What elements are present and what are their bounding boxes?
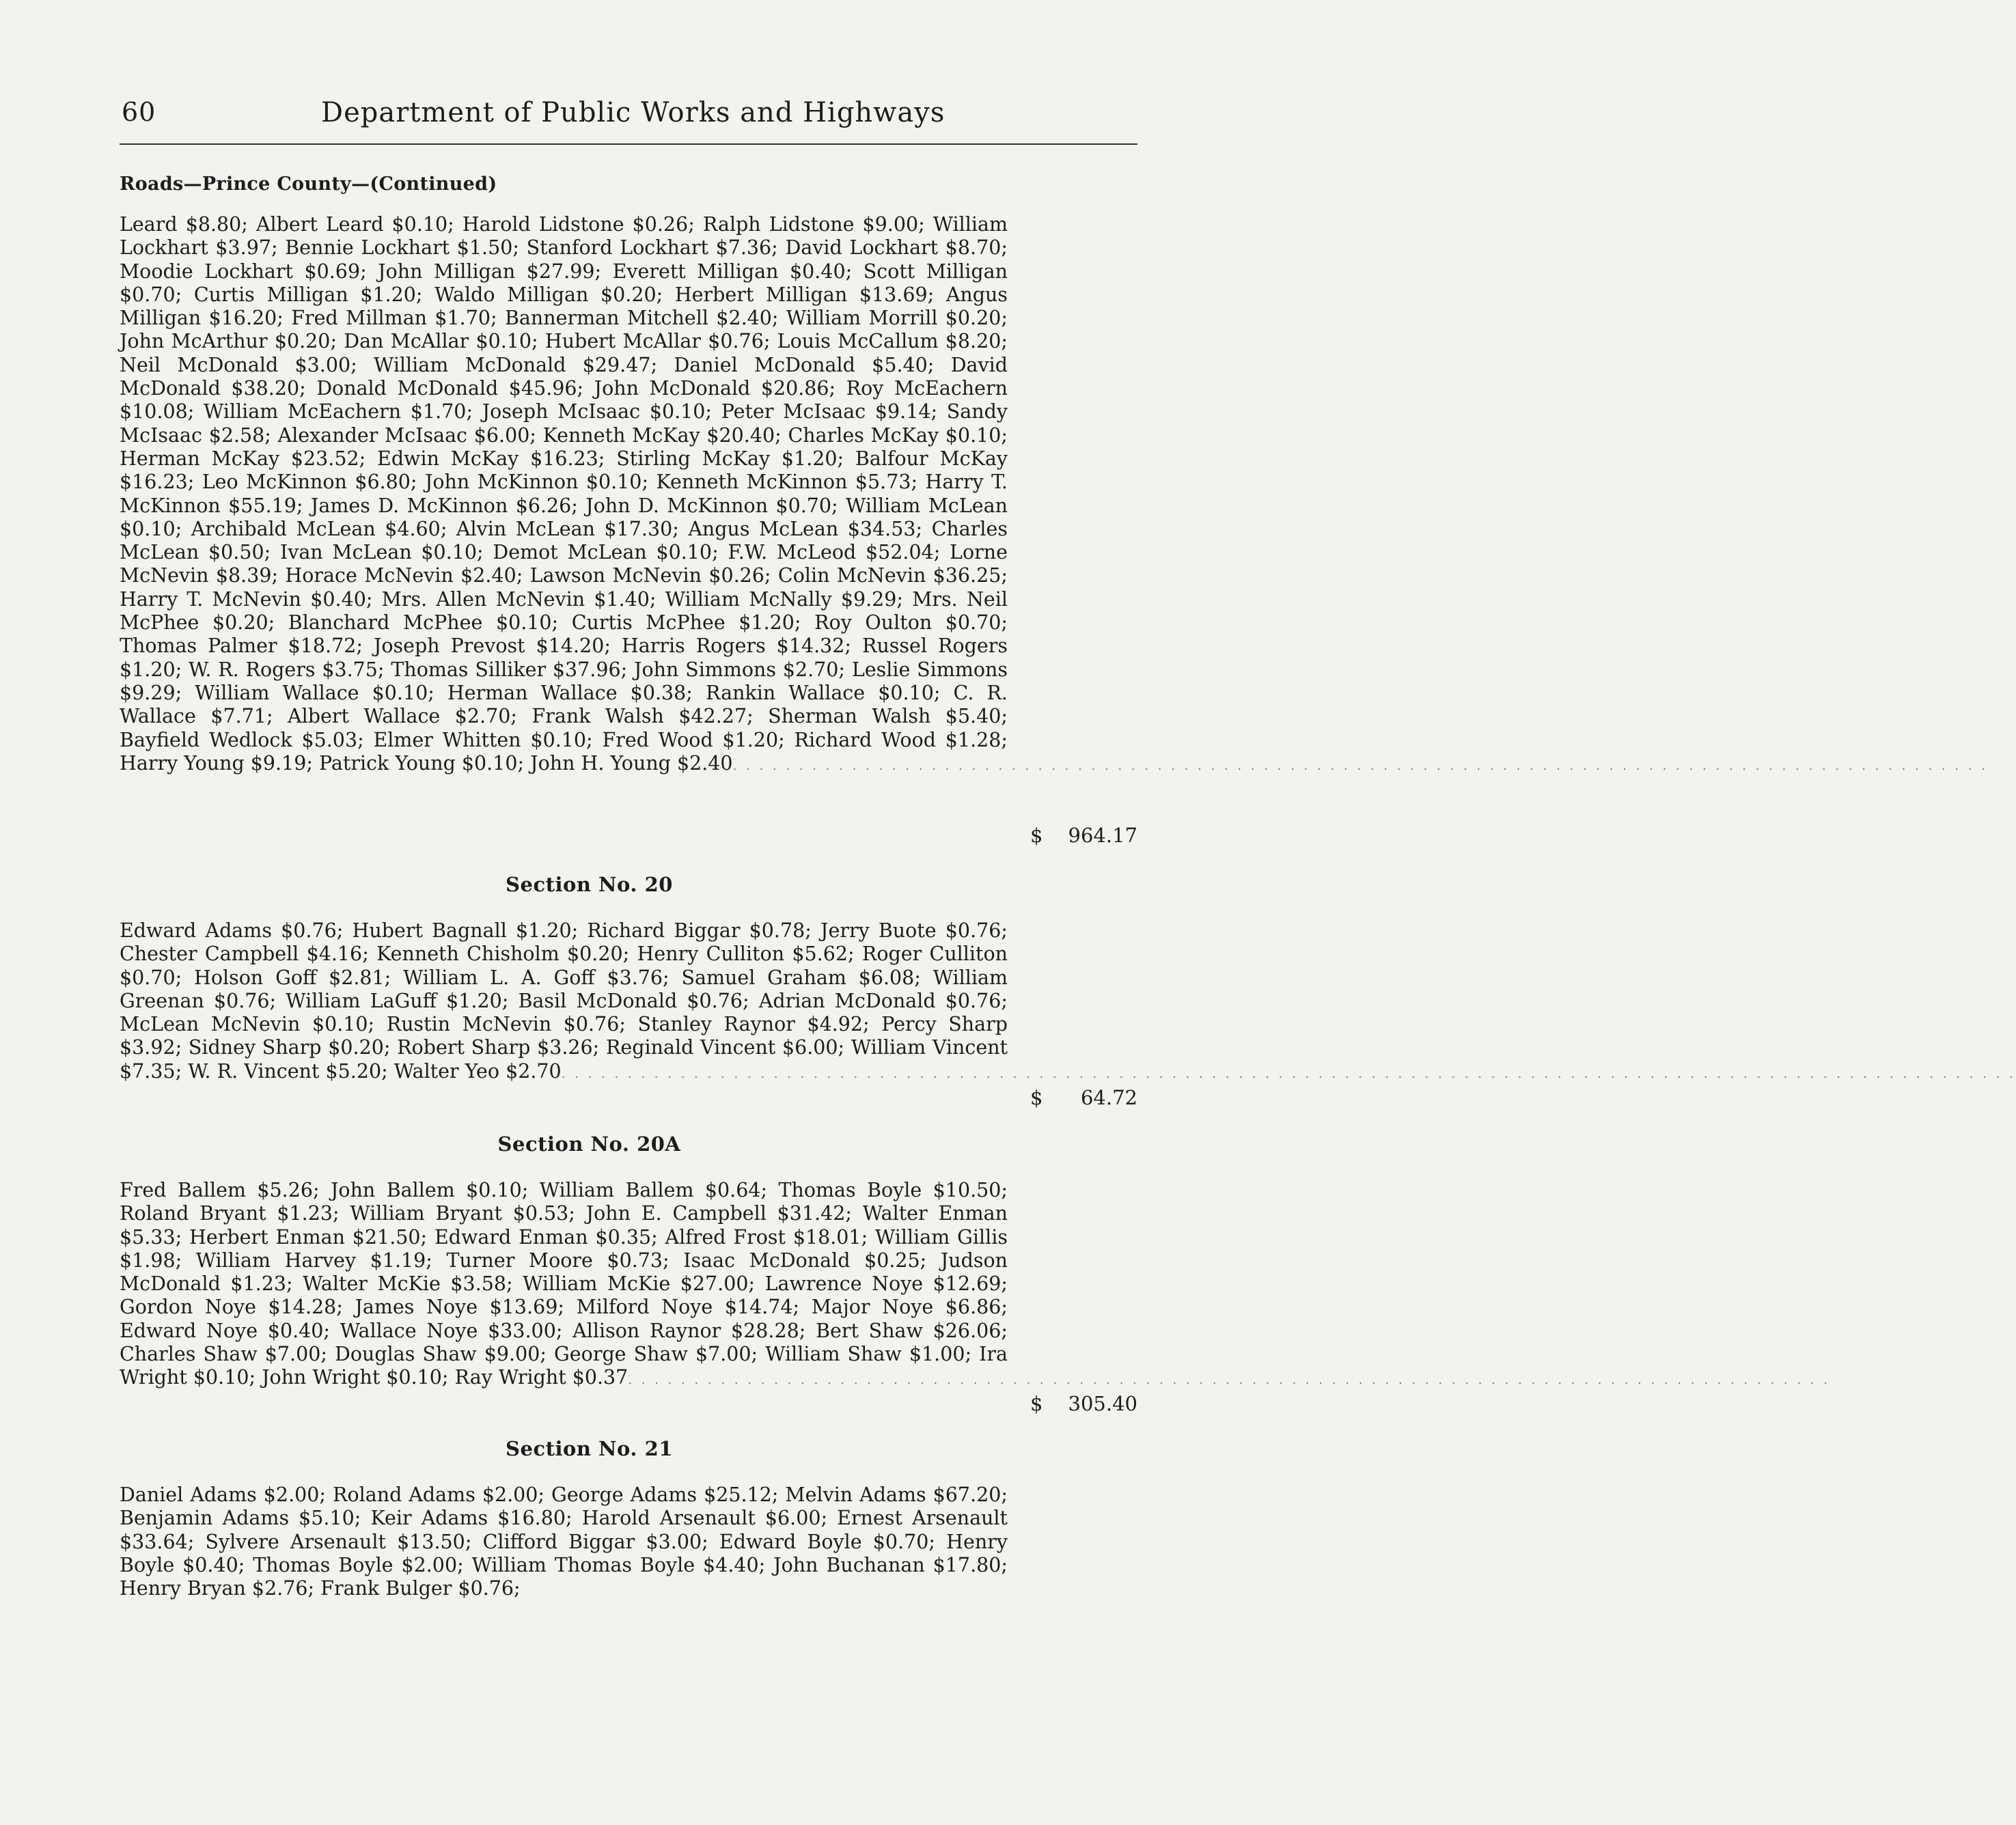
continued-heading: Roads—Prince County—(Continued) bbox=[120, 173, 497, 195]
currency-symbol: $ bbox=[1030, 824, 1043, 847]
section-total bbox=[1008, 824, 1137, 847]
page-header bbox=[89, 89, 1141, 137]
section-entries: Fred Ballem $5.26; John Ballem $0.10; William Ballem $0.64; Thomas Boyle $10.50; Roland Bryant $1.23; William Bryant $0.53; John E. Campbell $31.42; Walter Enman $5.33; Herbert Enman $21.50; Edward Enman $0.35; Alfred Frost $18.01; William Gillis $1.98; William Harvey $1.19; Turner Moore $0.73; Isaac McDonald $0.25; Judson McDonald $1.23; Walter McKie $3.58; William McKie $27.00; Lawrence Noye $12.69; Gordon Noye $14.28; James Noye $13.69; Milford Noye $14.74; Major Noye $6.86; Edward Noye $0.40; Wallace Noye $33.00; Allison Raynor $28.28; Bert Shaw $26.06; Charles Shaw $7.00; Douglas Shaw $9.00; George Shaw $7.00; William Shaw $1.00; Ira Wright $0.10; John Wright $0.10; Ray Wright $0.37. . . . . . . . . . . . . . . . . . . . . . . . . . . . . . . . . . . . . . . . . . . . . . . . . . . . . . . . . . . . . . . . . . . . . . . . . . . . . . . . . . . . . . . . . . . bbox=[120, 1179, 1830, 1389]
header-rule bbox=[120, 143, 1137, 145]
section-entries: Leard $8.80; Albert Leard $0.10; Harold Lidstone $0.26; Ralph Lidstone $9.00; William Lockhart $3.97; Bennie Lockhart $1.50; Stanford Lockhart $7.36; David Lockhart $8.70; Moodie Lockhart $0.69; John Milligan $27.99; Everett Milligan $0.40; Scott Milligan $0.70; Curtis Milligan $1.20; Waldo Milligan $0.20; Herbert Milligan $13.69; Angus Milligan $16.20; Fred Millman $1.70; Bannerman Mitchell $2.40; William Morrill $0.20; John McArthur $0.20; Dan McAllar $0.10; Hubert McAllar $0.76; Louis McCallum $8.20; Neil McDonald $3.00; William McDonald $29.47; Daniel McDonald $5.40; David McDonald $38.20; Donald McDonald $45.96; John McDonald $20.86; Roy McEachern $10.08; William McEachern $1.70; Joseph McIsaac $0.10; Peter McIsaac $9.14; Sandy McIsaac $2.58; Alexander McIsaac $6.00; Kenneth McKay $20.40; Charles McKay $0.10; Herman McKay $23.52; Edwin McKay $16.23; Stirling McKay $1.20; Balfour McKay $16.23; Leo McKinnon $6.80; John McKinnon $0.10; Kenneth McKinnon $5.73; Harry T. McKinnon $55.19; James D. McKinnon $6.26; John D. McKinnon $0.70; William McLean $0.10; Archibald McLean $4.60; Alvin McLean $17.30; Angus McLean $34.53; Charles McLean $0.50; Ivan McLean $0.10; Demot McLean $0.10; F.W. McLeod $52.04; Lorne McNevin $8.39; Horace McNevin $2.40; Lawson McNevin $0.26; Colin McNevin $36.25; Harry T. McNevin $0.40; Mrs. Allen McNevin $1.40; William McNally $9.29; Mrs. Neil McPhee $0.20; Blanchard McPhee $0.10; Curtis McPhee $1.20; Roy Oulton $0.70; Thomas Palmer $18.72; Joseph Prevost $14.20; Harris Rogers $14.32; Russel Rogers $1.20; W. R. Rogers $3.75; Thomas Silliker $37.96; John Simmons $2.70; Leslie Simmons $9.29; William Wallace $0.10; Herman Wallace $0.38; Rankin Wallace $0.10; C. R. Wallace $7.71; Albert Wallace $2.70; Frank Walsh $42.27; Sherman Walsh $5.40; Bayfield Wedlock $5.03; Elmer Whitten $0.10; Fred Wood $1.20; Richard Wood $1.28; Harry Young $9.19; Patrick Young $0.10; John H. Young $2.40. . . . . . . . . . . . . . . . . . . . . . . . . . . . . . . . . . . . . . . . . . . . . . . . . . . . . . . . . . . . . . . . . . . . . . . . . . . . . . . . . . . . . . . . . . . . . . . bbox=[120, 213, 1988, 775]
section-title: Section No. 21 bbox=[506, 1437, 673, 1460]
total-amount: 305.40 bbox=[1068, 1392, 1137, 1415]
currency-symbol: $ bbox=[1030, 1392, 1043, 1415]
section-entries bbox=[120, 1483, 1008, 1600]
page-number: 60 bbox=[122, 97, 156, 127]
entries-text: Daniel Adams $2.00; Roland Adams $2.00; George Adams $25.12; Melvin Adams $67.20; Benjamin Adams $5.10; Keir Adams $16.80; Harold Arsenault $6.00; Ernest Arsenault $33.64; Sylvere Arsenault $13.50; Clifford Biggar $3.00; Edward Boyle $0.70; Henry Boyle $0.40; Thomas Boyle $2.00; William Thomas Boyle $4.40; John Buchanan $17.80; Henry Bryan $2.76; Frank Bulger $0.76; bbox=[120, 1483, 1008, 1600]
section-total bbox=[1008, 1392, 1137, 1415]
section-entries: Edward Adams $0.76; Hubert Bagnall $1.20; Richard Biggar $0.78; Jerry Buote $0.76; Chester Campbell $4.16; Kenneth Chisholm $0.20; Henry Culliton $5.62; Roger Culliton $0.70; Holson Goff $2.81; William L. A. Goff $3.76; Samuel Graham $6.08; William Greenan $0.76; William LaGuff $1.20; Basil McDonald $0.76; Adrian McDonald $0.76; McLean McNevin $0.10; Rustin McNevin $0.76; Stanley Raynor $4.92; Percy Sharp $3.92; Sidney Sharp $0.20; Robert Sharp $3.26; Reginald Vincent $6.00; William Vincent $7.35; W. R. Vincent $5.20; Walter Yeo $2.70. . . . . . . . . . . . . . . . . . . . . . . . . . . . . . . . . . . . . . . . . . . . . . . . . . . . . . . . . . . . . . . . . . . . . . . . . . . . . . . . . . . . . . . . . . . . . . . . . . . . . . . . . . . . . . bbox=[120, 919, 2016, 1083]
entries-text: Fred Ballem $5.26; John Ballem $0.10; William Ballem $0.64; Thomas Boyle $10.50; Roland Bryant $1.23; William Bryant $0.53; John E. Campbell $31.42; Walter Enman $5.33; Herbert Enman $21.50; Edward Enman $0.35; Alfred Frost $18.01; William Gillis $1.98; William Harvey $1.19; Turner Moore $0.73; Isaac McDonald $0.25; Judson McDonald $1.23; Walter McKie $3.58; William McKie $27.00; Lawrence Noye $12.69; Gordon Noye $14.28; James Noye $13.69; Milford Noye $14.74; Major Noye $6.86; Edward Noye $0.40; Wallace Noye $33.00; Allison Raynor $28.28; Bert Shaw $26.06; Charles Shaw $7.00; Douglas Shaw $9.00; George Shaw $7.00; William Shaw $1.00; Ira Wright $0.10; John Wright $0.10; Ray Wright $0.37 bbox=[120, 1179, 1008, 1389]
entries-text: Leard $8.80; Albert Leard $0.10; Harold Lidstone $0.26; Ralph Lidstone $9.00; William Lockhart $3.97; Bennie Lockhart $1.50; Stanford Lockhart $7.36; David Lockhart $8.70; Moodie Lockhart $0.69; John Milligan $27.99; Everett Milligan $0.40; Scott Milligan $0.70; Curtis Milligan $1.20; Waldo Milligan $0.20; Herbert Milligan $13.69; Angus Milligan $16.20; Fred Millman $1.70; Bannerman Mitchell $2.40; William Morrill $0.20; John McArthur $0.20; Dan McAllar $0.10; Hubert McAllar $0.76; Louis McCallum $8.20; Neil McDonald $3.00; William McDonald $29.47; Daniel McDonald $5.40; David McDonald $38.20; Donald McDonald $45.96; John McDonald $20.86; Roy McEachern $10.08; William McEachern $1.70; Joseph McIsaac $0.10; Peter McIsaac $9.14; Sandy McIsaac $2.58; Alexander McIsaac $6.00; Kenneth McKay $20.40; Charles McKay $0.10; Herman McKay $23.52; Edwin McKay $16.23; Stirling McKay $1.20; Balfour McKay $16.23; Leo McKinnon $6.80; John McKinnon $0.10; Kenneth McKinnon $5.73; Harry T. McKinnon $55.19; James D. McKinnon $6.26; John D. McKinnon $0.70; William McLean $0.10; Archibald McLean $4.60; Alvin McLean $17.30; Angus McLean $34.53; Charles McLean $0.50; Ivan McLean $0.10; Demot McLean $0.10; F.W. McLeod $52.04; Lorne McNevin $8.39; Horace McNevin $2.40; Lawson McNevin $0.26; Colin McNevin $36.25; Harry T. McNevin $0.40; Mrs. Allen McNevin $1.40; William McNally $9.29; Mrs. Neil McPhee $0.20; Blanchard McPhee $0.10; Curtis McPhee $1.20; Roy Oulton $0.70; Thomas Palmer $18.72; Joseph Prevost $14.20; Harris Rogers $14.32; Russel Rogers $1.20; W. R. Rogers $3.75; Thomas Silliker $37.96; John Simmons $2.70; Leslie Simmons $9.29; William Wallace $0.10; Herman Wallace $0.38; Rankin Wallace $0.10; C. R. Wallace $7.71; Albert Wallace $2.70; Frank Walsh $42.27; Sherman Walsh $5.40; Bayfield Wedlock $5.03; Elmer Whitten $0.10; Fred Wood $1.20; Richard Wood $1.28; Harry Young $9.19; Patrick Young $0.10; John H. Young $2.40 bbox=[120, 213, 1008, 775]
section-title: Section No. 20 bbox=[506, 873, 673, 896]
currency-symbol: $ bbox=[1030, 1086, 1043, 1109]
running-head: Department of Public Works and Highways bbox=[321, 97, 945, 128]
section-title: Section No. 20A bbox=[497, 1132, 681, 1156]
entries-text: Edward Adams $0.76; Hubert Bagnall $1.20; Richard Biggar $0.78; Jerry Buote $0.76; Chester Campbell $4.16; Kenneth Chisholm $0.20; Henry Culliton $5.62; Roger Culliton $0.70; Holson Goff $2.81; William L. A. Goff $3.76; Samuel Graham $6.08; William Greenan $0.76; William LaGuff $1.20; Basil McDonald $0.76; Adrian McDonald $0.76; McLean McNevin $0.10; Rustin McNevin $0.76; Stanley Raynor $4.92; Percy Sharp $3.92; Sidney Sharp $0.20; Robert Sharp $3.26; Reginald Vincent $6.00; William Vincent $7.35; W. R. Vincent $5.20; Walter Yeo $2.70 bbox=[120, 919, 1008, 1083]
section-total bbox=[1008, 1086, 1137, 1109]
total-amount: 964.17 bbox=[1068, 824, 1137, 847]
total-amount: 64.72 bbox=[1080, 1086, 1137, 1109]
